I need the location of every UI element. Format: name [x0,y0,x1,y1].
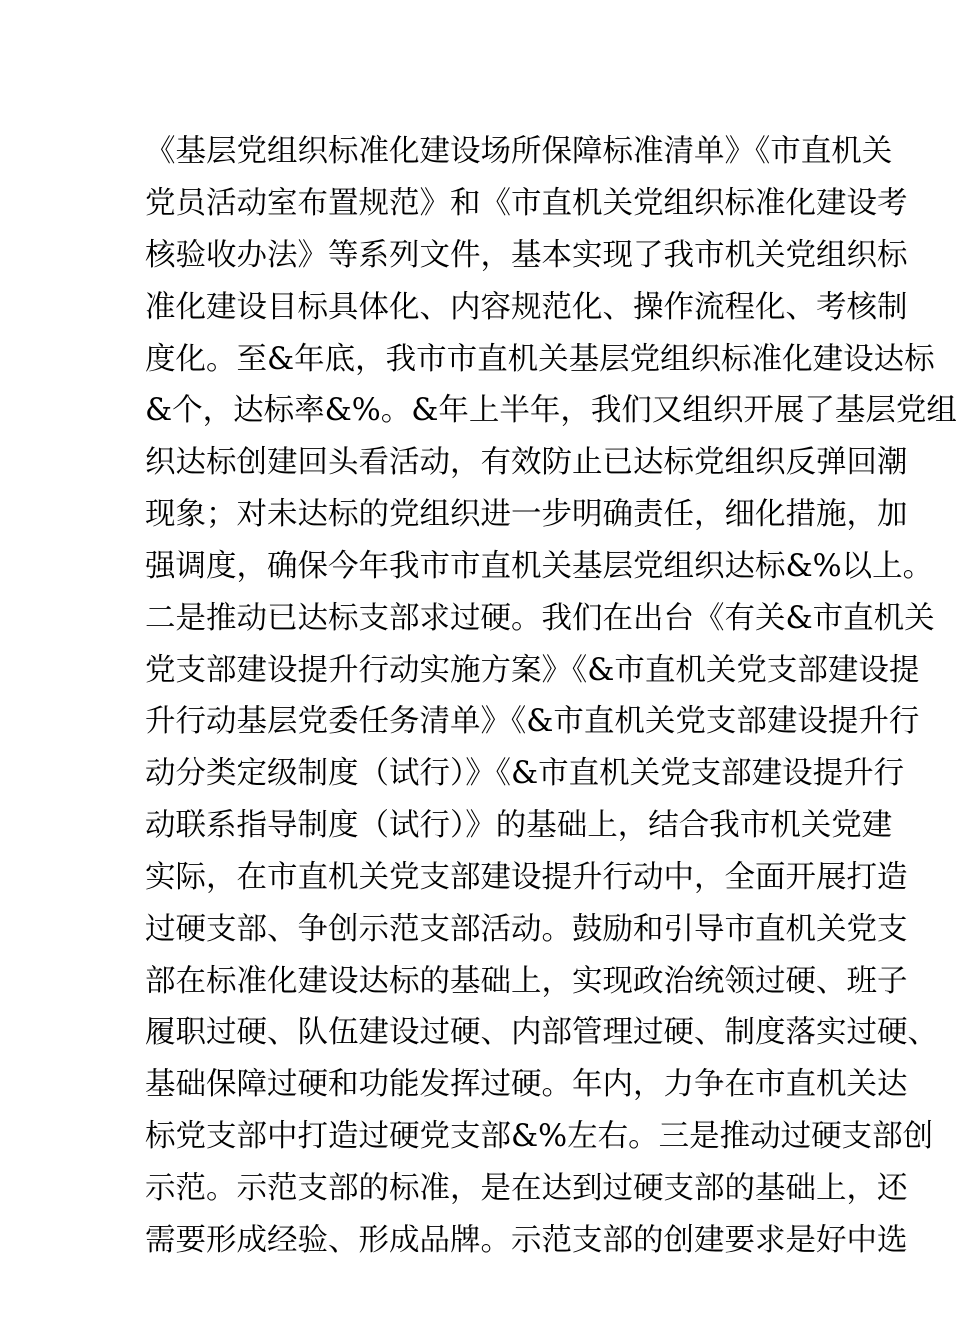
text-line: 二是推动已达标支部求过硬。我们在出台《有关&市直机关 [145,601,935,636]
text-line: 织达标创建回头看活动，有效防止已达标党组织反弹回潮 [145,445,908,480]
text-line: 基础保障过硬和功能发挥过硬。年内，力争在市直机关达 [145,1067,908,1102]
text-line: 实际，在市直机关党支部建设提升行动中，全面开展打造 [145,860,908,895]
text-line: 动分类定级制度（试行）》《&市直机关党支部建设提升行 [145,756,905,791]
text-line: &个，达标率&%。&年上半年，我们又组织开展了基层党组 [145,393,957,428]
text-line: 核验收办法》等系列文件，基本实现了我市机关党组织标 [145,238,908,273]
text-line: 需要形成经验、形成品牌。示范支部的创建要求是好中选 [145,1223,908,1258]
text-line: 履职过硬、队伍建设过硬、内部管理过硬、制度落实过硬、 [145,1015,938,1050]
text-line: 《基层党组织标准化建设场所保障标准清单》《市直机关 [145,134,893,169]
text-line: 动联系指导制度（试行）》的基础上，结合我市机关党建 [145,808,893,843]
text-line: 标党支部中打造过硬党支部&%左右。三是推动过硬支部创 [145,1119,934,1154]
text-line: 现象；对未达标的党组织进一步明确责任，细化措施，加 [145,497,908,532]
text-line: 准化建设目标具体化、内容规范化、操作流程化、考核制 [145,290,908,325]
text-line: 升行动基层党委任务清单》《&市直机关党支部建设提升行 [145,704,920,739]
text-line: 部在标准化建设达标的基础上，实现政治统领过硬、班子 [145,964,908,999]
text-line: 示范。示范支部的标准，是在达到过硬支部的基础上，还 [145,1171,908,1206]
text-line: 党支部建设提升行动实施方案》《&市直机关党支部建设提 [145,653,920,688]
text-line: 度化。至&年底，我市市直机关基层党组织标准化建设达标 [145,342,935,377]
text-line: 党员活动室布置规范》和《市直机关党组织标准化建设考 [145,186,908,221]
text-line: 强调度，确保今年我市市直机关基层党组织达标&%以上。 [145,549,934,584]
text-line: 过硬支部、争创示范支部活动。鼓励和引导市直机关党支 [145,912,908,947]
